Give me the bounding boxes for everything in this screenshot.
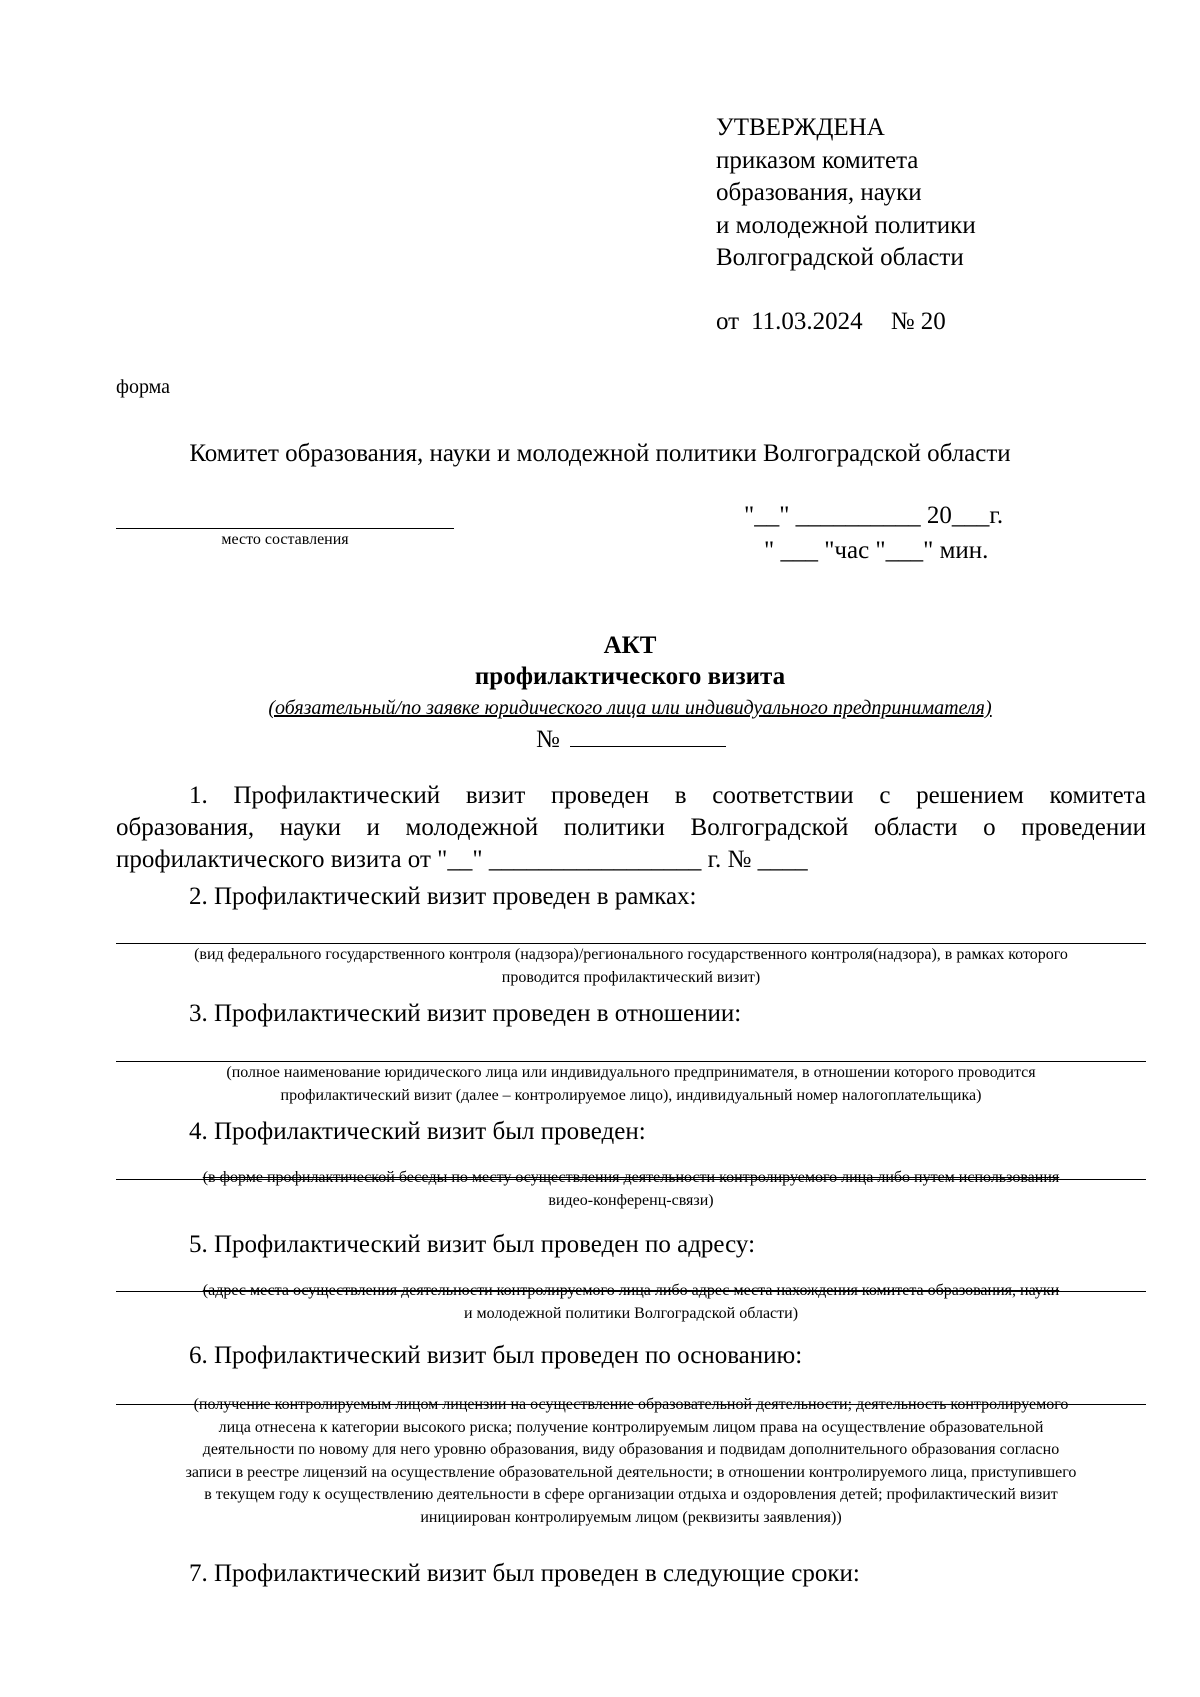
approval-line: образования, науки (716, 179, 922, 206)
item-2-caption (116, 944, 1146, 989)
paragraph-1-line: профилактического визита от "__" _________________ г. № ____ (116, 846, 808, 873)
item-4-caption (116, 1167, 1146, 1212)
caption-line: (в форме профилактической беседы по месту осуществления деятельности контролируемого лица либо путем использования (202, 1169, 1060, 1186)
form-label: форма (116, 376, 171, 398)
approval-line: УТВЕРЖДЕНА (716, 114, 885, 141)
caption-line: (вид федерального государственного контроля (надзора)/регионального государственного контроля(надзора), в рамках которого (194, 946, 1068, 963)
caption-line: инициирован контролируемым лицом (реквизиты заявления)) (420, 1508, 842, 1526)
item-6-caption (116, 1394, 1146, 1529)
order-number: № 20 (890, 308, 946, 335)
caption-line: (полное наименование юридического лица или индивидуального предпринимателя, в отношении которого проводится (226, 1064, 1036, 1081)
paragraph-1-line: 1. Профилактический визит проведен в соответствии с решением комитета (189, 782, 1146, 809)
item-3: 3. Профилактический визит проведен в отношении: (189, 1000, 742, 1027)
paragraph-1-line: образования, науки и молодежной политики Волгоградской области о проведении (116, 814, 1146, 841)
order-date: 11.03.2024 (751, 308, 863, 335)
caption-line: (адрес места осуществления деятельности контролируемого лица либо адрес места нахождения комитета образования, науки (202, 1282, 1060, 1299)
caption-line: деятельности по новому для него уровню образования, виду образования и подвидам дополнительного образования согласно (202, 1441, 1060, 1458)
approval-line: Волгоградской области (716, 244, 964, 271)
act-subtitle: профилактического визита (474, 663, 786, 690)
caption-line: проводится профилактический визит) (501, 968, 761, 986)
item-6: 6. Профилактический визит был проведен по основанию: (189, 1342, 803, 1369)
caption-line: профилактический визит (далее – контролируемое лицо), индивидуальный номер налогоплательщика) (280, 1086, 982, 1104)
approval-block (716, 112, 976, 275)
order-prefix: от (716, 308, 740, 335)
place-underline (116, 528, 454, 529)
act-number (536, 724, 726, 754)
act-number-label: № (536, 726, 560, 753)
caption-line: в текущем году к осуществлению деятельности в сфере организации отдыха и оздоровления детей; профилактический визит (204, 1486, 1058, 1503)
caption-line: лица отнесена к категории высокого риска; получение контролируемым лицом права на осуществление образовательной (218, 1418, 1044, 1436)
order-line (716, 308, 946, 336)
item-5-caption (116, 1280, 1146, 1325)
date-template: "__" __________ 20___г. (744, 502, 1004, 529)
approval-line: и молодежной политики (716, 211, 976, 239)
item-4: 4. Профилактический визит был проведен: (189, 1118, 646, 1145)
act-type: (обязательный/по заявке юридического лица или индивидуального предпринимателя) (268, 697, 992, 719)
paragraph-1 (116, 780, 1146, 876)
item-7: 7. Профилактический визит был проведен в следующие сроки: (189, 1560, 860, 1587)
time-template: " ___ "час "___" мин. (764, 537, 989, 564)
item-3-caption (116, 1062, 1146, 1107)
act-title: АКТ (603, 632, 657, 659)
caption-line: и молодежной политики Волгоградской области) (463, 1304, 799, 1322)
approval-line: приказом комитета (716, 146, 919, 174)
caption-line: видео-конференц-связи) (548, 1191, 714, 1209)
place-caption: место составления (221, 531, 349, 548)
item-2: 2. Профилактический визит проведен в рамках: (189, 883, 697, 910)
committee-name: Комитет образования, науки и молодежной политики Волгоградской области (189, 440, 1011, 467)
item-5: 5. Профилактический визит был проведен по адресу: (189, 1231, 756, 1258)
caption-line: записи в реестре лицензий на осуществление образовательной деятельности; в отношении контролируемого лица, приступившего (185, 1463, 1077, 1481)
act-number-blank (570, 724, 726, 747)
caption-line: (получение контролируемым лицом лицензии на осуществление образовательной деятельности; деятельность контролируемого (193, 1396, 1069, 1413)
